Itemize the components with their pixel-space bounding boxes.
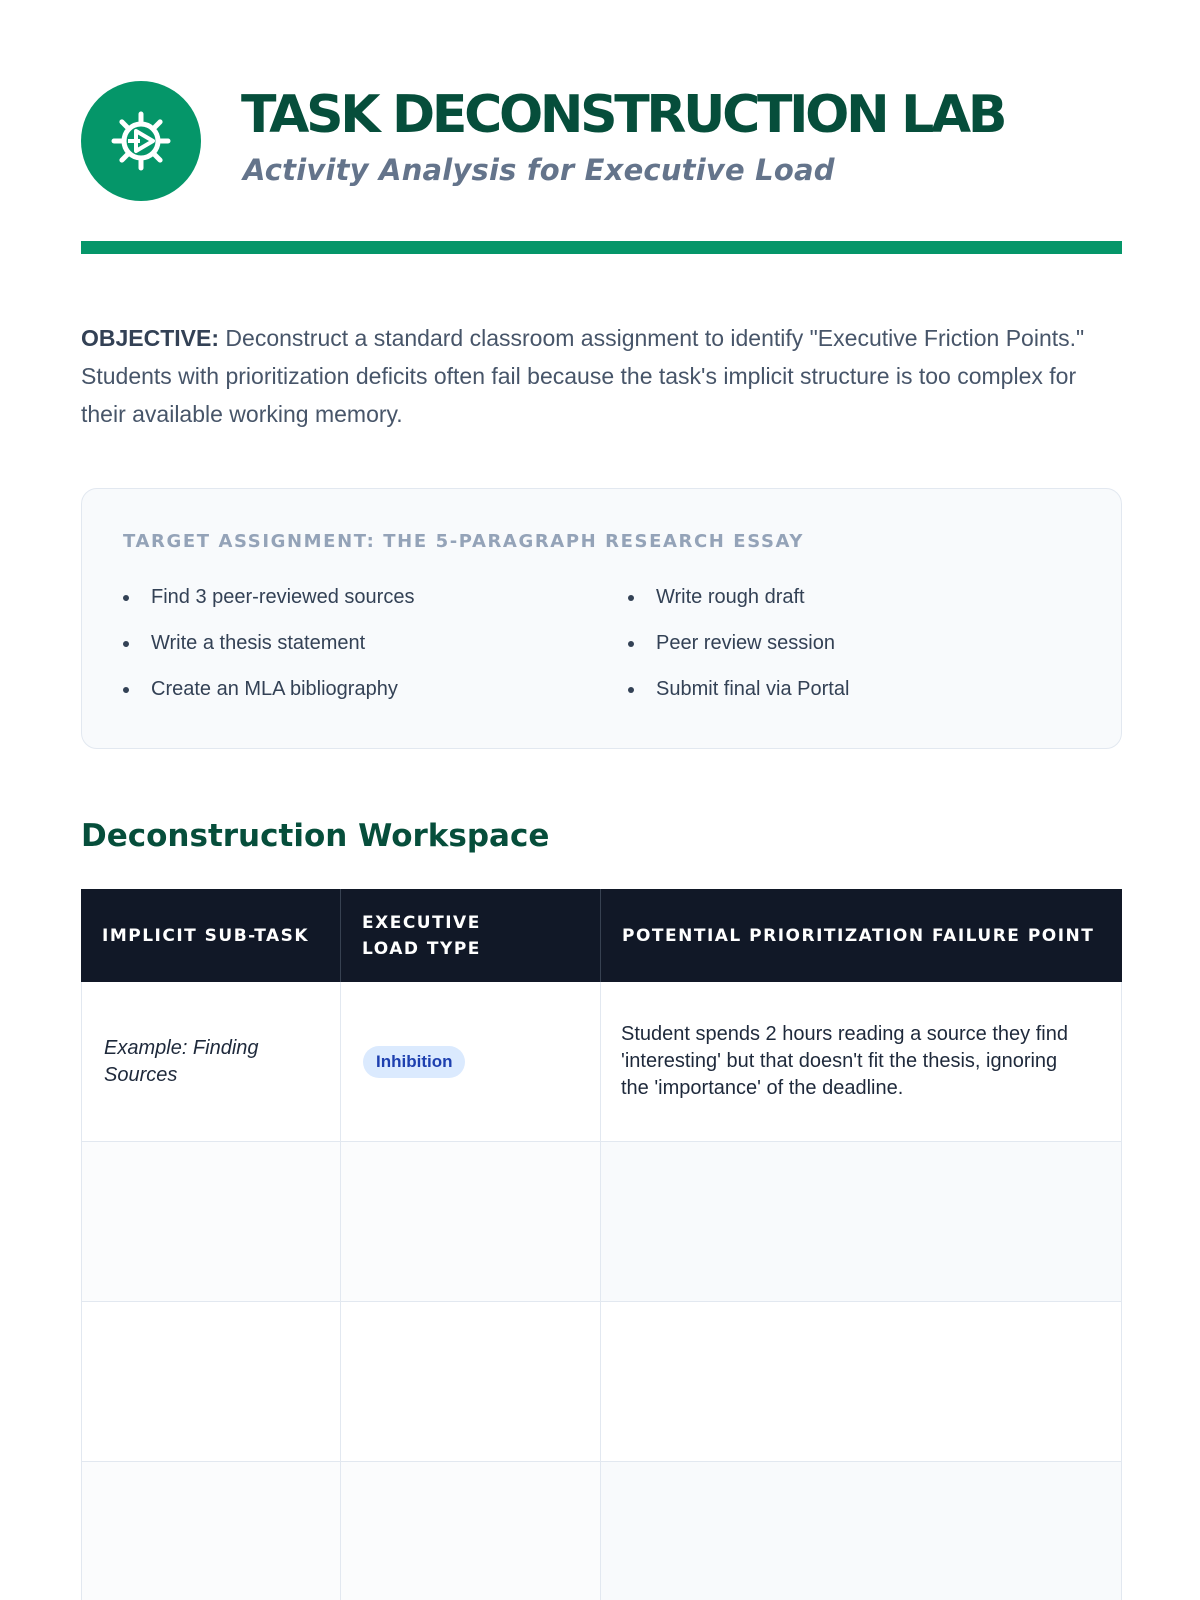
logo	[81, 81, 201, 201]
page-subtitle: Activity Analysis for Executive Load	[243, 153, 835, 187]
assignment-item: Submit final via Portal	[628, 677, 849, 723]
objective-label: OBJECTIVE:	[81, 325, 220, 351]
objective-text: Deconstruct a standard classroom assignment to identify "Executive Friction Points." Students with prioritization deficits often fail because the task's implicit structure is too complex for their available working memory.	[81, 325, 1085, 427]
deconstruction-table	[81, 889, 1122, 1600]
column-header-load-type	[341, 889, 601, 982]
column-header-load-type-label: EXECUTIVE LOAD TYPE	[362, 912, 481, 959]
assignment-item: Find 3 peer-reviewed sources	[123, 585, 414, 631]
table-header	[81, 889, 1122, 982]
assignment-list-left	[123, 585, 414, 723]
assignment-item: Write a thesis statement	[123, 631, 414, 677]
page-title: TASK DECONSTRUCTION LAB	[241, 85, 1005, 145]
empty-failure-point-cell[interactable]	[601, 1302, 1121, 1461]
empty-load-type-cell[interactable]	[341, 1462, 601, 1600]
objective-paragraph	[81, 319, 1122, 433]
empty-failure-point-cell[interactable]	[601, 1142, 1121, 1301]
assignment-list-right	[628, 585, 849, 723]
target-assignment-title: TARGET ASSIGNMENT: THE 5-PARAGRAPH RESEARCH ESSAY	[123, 531, 804, 552]
empty-subtask-cell[interactable]	[82, 1142, 341, 1301]
column-header-subtask: IMPLICIT SUB-TASK	[81, 889, 341, 982]
example-subtask: Example: Finding Sources	[104, 1036, 259, 1086]
assignment-item: Write rough draft	[628, 585, 849, 631]
assignment-item: Peer review session	[628, 631, 849, 677]
table-row-example	[81, 982, 1122, 1142]
empty-subtask-cell[interactable]	[82, 1462, 341, 1600]
empty-load-type-cell[interactable]	[341, 1302, 601, 1461]
table-row-empty	[81, 1462, 1122, 1600]
table-row-empty	[81, 1142, 1122, 1302]
assignment-item: Create an MLA bibliography	[123, 677, 414, 723]
empty-subtask-cell[interactable]	[82, 1302, 341, 1461]
workspace-title: Deconstruction Workspace	[81, 818, 550, 854]
example-failure-point: Student spends 2 hours reading a source they find 'interesting' but that doesn't fit the thesis, ignoring the 'importance' of the deadline.	[621, 1023, 1068, 1099]
example-subtask-cell[interactable]	[82, 982, 341, 1141]
empty-load-type-cell[interactable]	[341, 1142, 601, 1301]
target-assignment-card	[81, 488, 1122, 749]
column-header-failure-point: POTENTIAL PRIORITIZATION FAILURE POINT	[622, 925, 1095, 946]
table-row-empty	[81, 1302, 1122, 1462]
gear-icon	[110, 110, 172, 172]
header-divider	[81, 241, 1122, 254]
header	[81, 81, 1122, 201]
example-load-type-cell[interactable]	[341, 982, 601, 1141]
load-type-badge: Inhibition	[363, 1046, 465, 1078]
example-failure-point-cell[interactable]	[601, 982, 1121, 1141]
empty-failure-point-cell[interactable]	[601, 1462, 1121, 1600]
